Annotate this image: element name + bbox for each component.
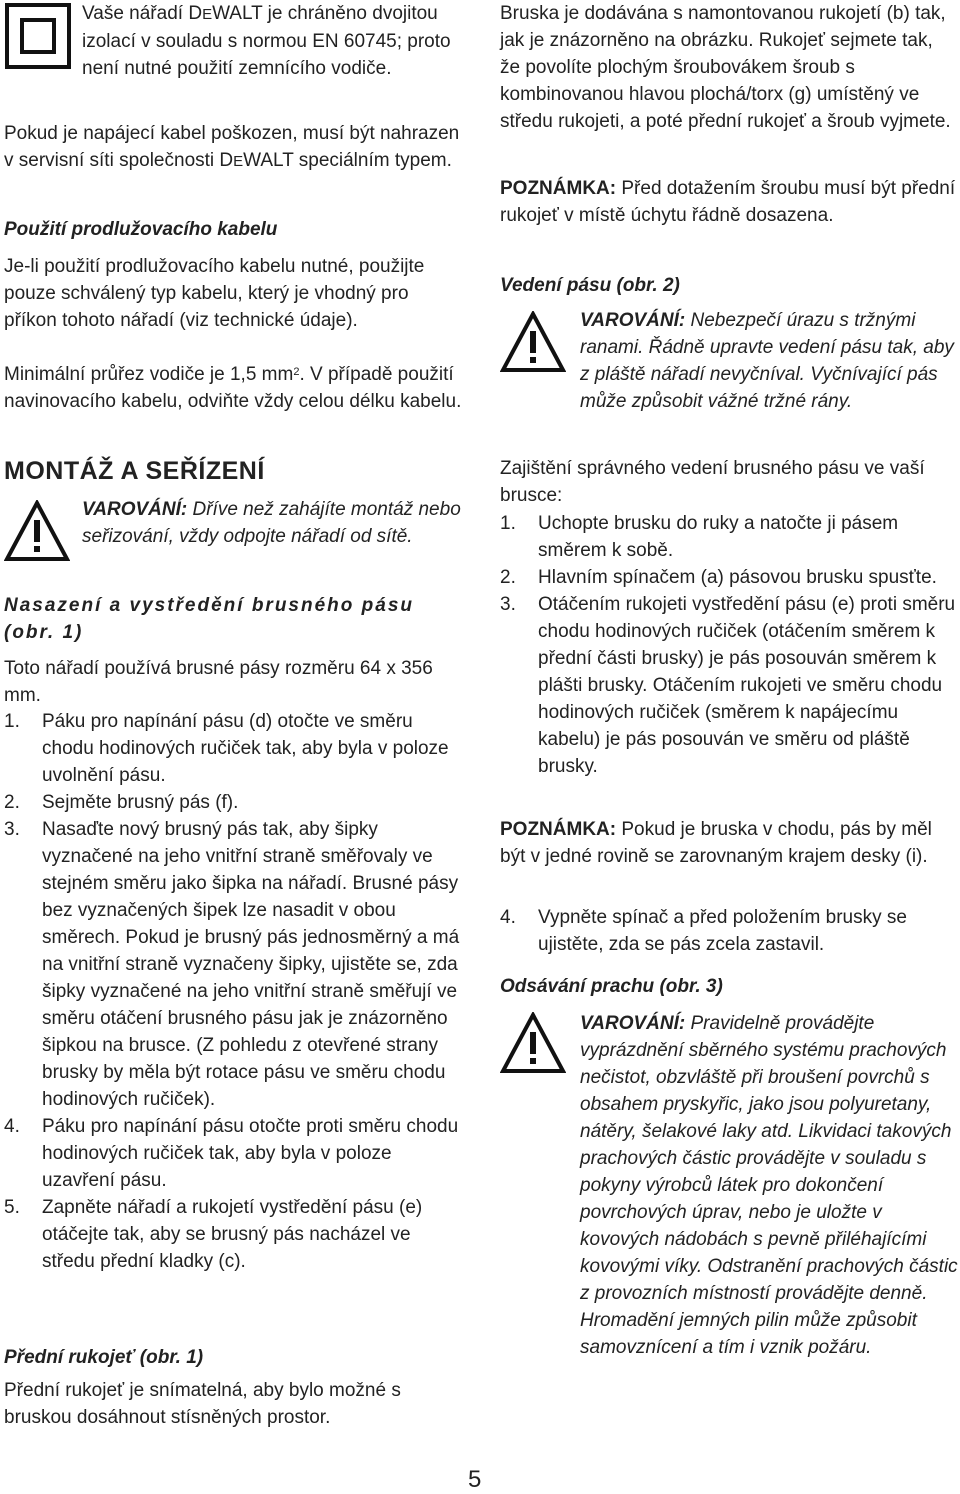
double-insulation-text: Vaše nářadí DEWALT je chráněno dvojitou izolací v souladu s normou EN 60745; proto není nutné použití zemnícího vodiče. [82, 3, 451, 79]
page-number: 5 [468, 1466, 482, 1493]
list-item: 5. Zapněte nářadí a rukojetí vystředění pásu (e) otáčejte tak, aby se brusný pás nacházel ve středu přední kladky (c). [4, 1197, 423, 1272]
double-insulation-icon [5, 3, 71, 69]
front-handle-heading: Přední rukojeť (obr. 1) [4, 1347, 204, 1368]
warning-icon [4, 500, 70, 562]
warning-dust: VAROVÁNÍ: Pravidelně provádějte vyprázdnění sběrného systému prachových nečistot, obzvláště při broušení povrchů s obsahem pryskyřic, jako jsou polyuretany, nátěry, šelakové laky atd. Likvidaci takových prachových částic provádějte v souladu s pokyny výrobců látek pro dokončení povrchových úprav, nebo je uložte v kovových nádobách s pevně přiléhajícími kovovými víky. Odstranění prachových částic z provozních místností provádějte denně. Hromadění jemných pilin může způsobit samovznícení a tím i vznik požáru. [580, 1013, 958, 1358]
belt-guide-steps [500, 510, 958, 780]
list-item: 3. Nasaďte nový brusný pás tak, aby šipky vyznačené na jeho vnitřní straně směřovaly ve stejném směru jako šipka na nářadí. Brusné pásy bez vyznačených šipek lze nasadit v obou směrech. Pokud je brusný pás jednosměrný a má na vnitřní straně vyznačeny šipky, ujistěte se, zda šipky vyznačené na jeho vnitřní straně směřují ve směru otáčení brusného pásu jak je znázorněno šipkou na brusce. (Z pohledu z otevřené strany brusky by měla být rotace pásu ve směru chodu hodinových ručiček). [4, 819, 460, 1110]
front-handle-continued: Bruska je dodávána s namontovanou rukojetí (b) tak, jak je znázorněno na obrázku. Rukojeť sejmete tak, že povolíte plochým šroubovákem šroub s kombinovanou hlavou plochá/torx (g) umístěný ve středu rukojeti, a poté přední rukojeť a šroub vyjmete. [500, 3, 951, 132]
belt-guide-heading: Vedení pásu (obr. 2) [500, 275, 680, 296]
belt-guide-intro: Zajištění správného vedení brusného pásu ve vaší brusce: [500, 458, 925, 506]
belt-guide-step-4 [500, 904, 958, 958]
belt-steps [4, 708, 462, 1275]
cable-replacement-text: Pokud je napájecí kabel poškozen, musí být nahrazen v servisní síti společnosti DEWALT speciálním typem. [4, 123, 460, 171]
warning-icon [500, 1012, 566, 1074]
list-item: 2. Sejměte brusný pás (f). [4, 792, 239, 813]
extension-cable-text: Je-li použití prodlužovacího kabelu nutné, použijte pouze schválený typ kabelu, který je vhodný pro příkon tohoto nářadí (viz technické údaje). [4, 256, 425, 331]
warning-icon [500, 311, 566, 373]
list-item: 2. Hlavním spínačem (a) pásovou brusku spusťte. [500, 567, 937, 588]
list-item: 3. Otáčením rukojeti vystředění pásu (e) proti směru chodu hodinových ručiček (otáčením směrem k přední části brusky) je pás posouván směrem k plášti brusky. Otáčením rukojeti ve směru chodu hodinových ručiček (směrem k napájecímu kabelu) je pás posouván ve směru od pláště brusky. [500, 594, 956, 777]
front-handle-text: Přední rukojeť je snímatelná, aby bylo možné s bruskou dosáhnout stísněných prostor. [4, 1380, 401, 1428]
list-item: 4. Vypněte spínač a před položením brusky se ujistěte, zda se pás zcela zastavil. [500, 907, 907, 955]
section-heading: MONTÁŽ A SEŘÍZENÍ [4, 457, 265, 485]
list-item: 4. Páku pro napínání pásu otočte proti směru chodu hodinových ručiček tak, aby byla v poloze uzavření pásu. [4, 1116, 459, 1191]
belt-intro: Toto nářadí používá brusné pásy rozměru 64 x 356 mm. [4, 658, 433, 706]
dust-extraction-heading: Odsávání prachu (obr. 3) [500, 976, 723, 997]
extension-cable-heading: Použití prodlužovacího kabelu [4, 219, 278, 240]
extension-cable-min: Minimální průřez vodiče je 1,5 $mm^2$. V případě použití navinovacího kabelu, odviňte vždy celou délku kabelu. [4, 364, 462, 412]
list-item: 1. Uchopte brusku do ruky a natočte ji pásem směrem k sobě. [500, 513, 899, 561]
warning-disconnect: VAROVÁNÍ: Dříve než zahájíte montáž nebo seřizování, vždy odpojte nářadí od sítě. [82, 499, 461, 547]
belt-heading: Nasazení a vystředění brusného pásu (obr. 1) [4, 595, 415, 643]
note-handle: POZNÁMKA: Před dotažením šroubu musí být přední rukojeť v místě úchytu řádně dosazena. [500, 178, 956, 226]
list-item: 1. Páku pro napínání pásu (d) otočte ve směru chodu hodinových ručiček tak, aby byla v poloze uvolnění pásu. [4, 711, 449, 786]
note-belt-flush: POZNÁMKA: Pokud je bruska v chodu, pás by měl být v jedné rovině se zarovnaným krajem desky (i). [500, 819, 932, 867]
warning-lacerations: VAROVÁNÍ: Nebezpečí úrazu s tržnými ranami. Řádně upravte vedení pásu tak, aby z pláště nářadí nevyčníval. Vyčnívající pás může způsobit vážné tržné rány. [580, 310, 954, 412]
